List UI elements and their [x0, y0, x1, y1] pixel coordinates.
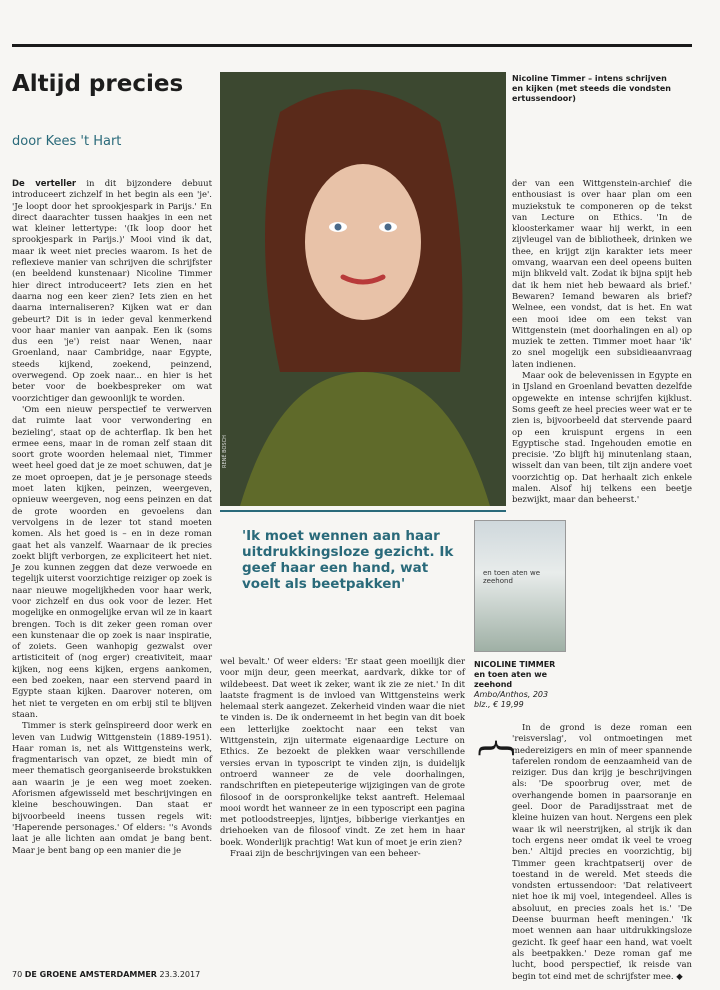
book-cover-title: en toen aten we zeehond [483, 569, 540, 585]
col3-paragraph-3: In de grond is deze roman een 'reisverslag', vol ontmoetingen met medereizigers en min of meer spannende taferelen rondom de eenzaamheid van de reiziger. Dus dan krijg je beschrijvingen als: 'De spoorbrug over, met de overhangende bomen in paarsoranje en geel. Door de Paradijsstraat met de kleine huizen van hout. Nergens een plek waar ik wil neerstrijken, al strijk ik dan toch ergens neer omdat ik veel te vroeg ben.' Altijd precies en voorzichtig, bij Timmer geen krachtpatserij over de toestand in de wereld. Met steeds die vondsten ertussendoor: 'Dat relativeert niet hoe ik mij voel, integendeel. Alles is absoluut, en precies zoals het is.' 'De Deense buurman heeft meningen.' 'Ik moet wennen aan haar uitdrukkingsloze gezicht. Ik geef haar een hand, wat voelt als beetpakken.' Deze roman gaf me lucht, bood perspectief, ik reisde van begin tot eind met de schrijfster mee. ◆ [512, 722, 692, 981]
lead-in: De verteller [12, 178, 77, 188]
column-3-continued [512, 722, 692, 981]
pull-quote: 'Ik moet wennen aan haar uitdrukkingsloze gezicht. Ik geef haar een hand, wat voelt als beetpakken' [242, 528, 454, 592]
col1-text-1: in dit bijzondere debuut introduceert zichzelf in het begin als een 'je'. 'Je loopt door het sprookjespark in Parijs.' En direct daarachter tussen haakjes in een net wat kleiner lettertype: '(Ik loop door het sprookjespark in Parijs.)' Mooi vind ik dat, maar ik weet niet precies waarom. Is het de reflexieve manier van schrijven die schrijfster (en beeldend kunstenaar) Nicoline Timmer hier direct introduceert? Iets zien en het daarna nog een keer zien? Iets zien en het daarna internaliseren? Kijken wat er dan gebeurt? Dit is in ieder geval kenmerkend voor haar manier van aanpak. Een ik (soms dus een 'je') reist naar Wenen, naar Groenland, naar Cambridge, naar Egypte, steeds kijkend, zoekend, peinzend, overwegend. Op zoek naar... en hier is het beter voor de boekbespreker om wat voorzichtiger dan gewoonlijk te worden. [12, 178, 212, 403]
book-cover [474, 520, 566, 652]
book-author: NICOLINE TIMMER [474, 660, 556, 669]
author-photo [220, 72, 506, 506]
byline: door Kees 't Hart [12, 134, 122, 149]
photo-credit: RENÉ BOSCH [222, 435, 228, 468]
col1-paragraph-2: 'Om een nieuw perspectief te verwerven dat ruimte laat voor verwondering en bezieling', staat op de achterflap. Ik ben het ermee eens, maar in de roman zelf staan dit soort grote woorden helemaal niet, Timmer weet heel goed dat je ze moet schuwen, dat je ze moet oproepen, dat je je personage steeds moet laten kijken, peinzen, weergeven, opnieuw weergeven, nog eens peinzen en dat de grote woorden en gevoelens dan vervolgens in de lezer tot stand moeten komen. Als het goed is – en in deze roman gaat het als vanzelf. Waarnaar de ik precies zoekt blijft verborgen, ze expliciteert het niet. Je zou kunnen zeggen dat deze verwoede en tegelijk uiterst voorzichtige reiziger op zoek is naar nieuwe mogelijkheden voor haar werk, voor zichzelf en dus ook voor de lezer. Het mogelijke en onmogelijke ervan wil ze in kaart brengen. Toch is dit zeker geen roman over een kunstenaar die op zoek is naar inspiratie, of zoiets. Geen wanhopig gezwalst over artisticiteit of (nog erger) creativiteit, maar kijken, nog eens kijken, ergens aankomen, een bed zoeken, naar een stervend paard in Egypte staan kijken. Daarover noteren, om het niet te vergeten en om erbij stil te blijven staan. [12, 403, 212, 719]
photo-caption: Nicoline Timmer – intens schrijven en kijken (met steeds die vondsten ertussendoor) [512, 74, 671, 103]
col2-paragraph-2: Fraai zijn de beschrijvingen van een beheer- [230, 848, 421, 859]
headline: Altijd precies [12, 71, 184, 97]
col1-paragraph-1 [12, 178, 212, 404]
column-3-bottom [574, 600, 692, 720]
decorative-brace: { [476, 735, 521, 761]
book-info [474, 660, 564, 710]
column-2 [220, 656, 465, 966]
issue-date: 23.3.2017 [159, 970, 201, 979]
book-publisher: Ambo/Anthos, 203 blz., € 19,99 [474, 690, 549, 709]
top-rule [12, 44, 692, 47]
book-title: en toen aten we zeehond [474, 670, 548, 689]
page-footer [12, 970, 200, 979]
col3-paragraph-2: Maar ook de belevenissen in Egypte en in IJsland en Groenland bevatten dezelfde opgewekte en intense schrijfen kijklust. Soms geeft ze heel precies weer wat er te zien is, bijvoorbeeld dat stervende paard op een kruispunt ergens in een Egyptische stad. Ingehouden emotie en precisie. 'Zo blijft hij minutenlang staan, wisselt dan van been, tilt zijn andere voet voorzichtig op. Dat herhaalt zich enkele malen. Alsof hij telkens een beetje bezwijkt, maar dan beheerst.' [512, 370, 692, 505]
column-3 [512, 178, 692, 516]
column-1 [12, 178, 212, 968]
col2-paragraph-1: wel bevalt.' Of weer elders: 'Er staat geen moeilijk dier voor mijn deur, geen meerkat, aardvark, dikke tor of wildebeest. Dat weet ik zeker, want ik zie ze niet.' In dit laatste fragment is de invloed van Wittgensteins werk helemaal sterk aangezet. Zekerheid vinden waar die niet te vinden is. De ik onderneemt in het begin van dit boek een letterlijke zoektocht naar een tekst van Wittgenstein, zijn uitermate eigenaardige Lecture on Ethics. Ze bezoekt de plekken waar verschillende versies ervan in typoscript te vinden zijn, is duidelijk ontroerd wanneer ze de vele doorhalingen, randschriften en pietepeuterige wijzigingen van de grote filosoof in de oorspronkelijke tekst aantreft. Helemaal mooi wordt het wanneer ze in een typoscript een pagina met potloodstreepjes, lijntjes, bibberige vierkantjes en driehoeken van de filosoof vindt. Ze zet hem in haar boek. Wonderlijk prachtig! Wat kun of moet je erin zien? [220, 656, 465, 847]
col1-paragraph-3: Timmer is sterk geïnspireerd door werk en leven van Ludwig Wittgenstein (1889-1951). Haar roman is, net als Wittgensteins werk, fragmentarisch van opzet, ze biedt min of meer thematisch georganiseerde brokstukken aan waarin je je een weg moet zoeken. Aforismen afgewisseld met beschrijvingen en kleine beschouwingen. Dan staat er bijvoorbeeld ineens tussen regels wit: 'Haperende personages.' Of elders: ''s Avonds laat je alle lichten aan omdat je bang bent. Maar je bent bang op een manier die je [12, 720, 212, 855]
page-number: 70 [12, 970, 23, 979]
col3-paragraph-1: der van een Wittgenstein-archief die enthousiast is over haar plan om een muziekstuk te componeren op de tekst van Lecture on Ethics. 'In de kloosterkamer waar hij werkt, in een zijvleugel van de bibliotheek, drinken we thee, en krijgt zijn karakter iets meer omvang, waarvan een deel opeens buiten mijn blikveld valt. Zodat ik bijna spijt heb dat ik hem niet heb bewaard als brief.' Bewaren? Iemand bewaren als brief? Welnee, een vondst, dat is het. En wat een mooi idee om een tekst van Wittgenstein (met doorhalingen en al) op muziek te zetten. Timmer moet haar 'ik' zo snel mogelijk een subsidieaanvraag laten indienen. [512, 178, 692, 369]
magazine-name: DE GROENE AMSTERDAMMER [24, 970, 157, 979]
